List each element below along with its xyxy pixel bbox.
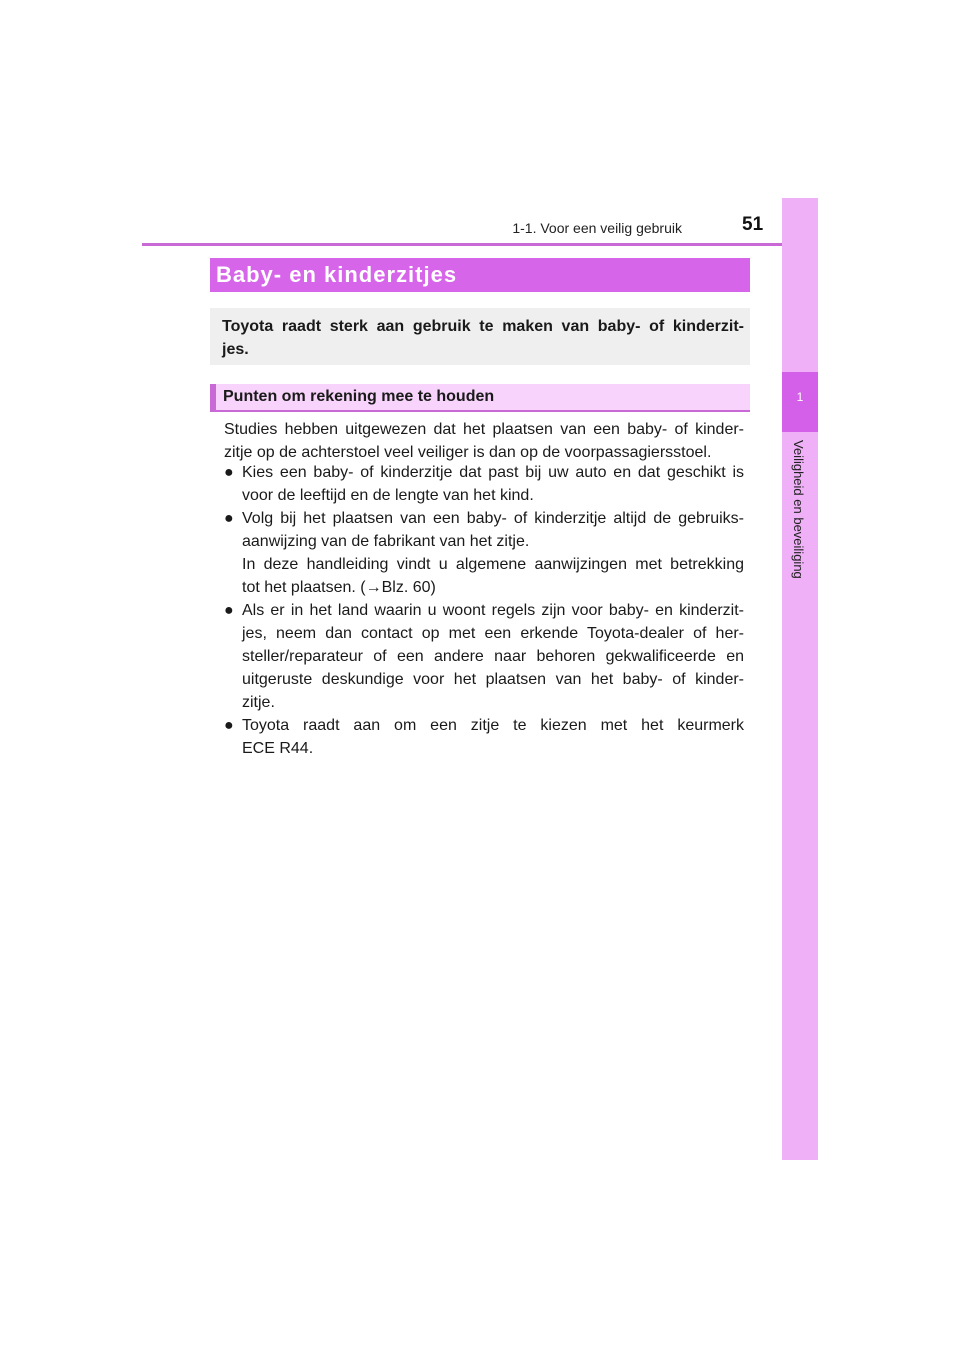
bullet-line: steller/reparateur of een andere naar behoren gekwalificeerde en <box>242 648 744 665</box>
section-title: Baby- en kinderzitjes <box>216 262 458 287</box>
bullet-line: uitgeruste deskundige voor het plaatsen van het baby- of kinder- <box>242 671 744 688</box>
bullet-line: voor de leeftijd en de lengte van het kind. <box>242 487 534 504</box>
list-item <box>224 507 744 599</box>
header-section-title: 1-1. Voor een veilig gebruik <box>512 220 682 236</box>
chapter-number: 1 <box>796 390 804 404</box>
bullet-line: ECE R44. <box>242 740 314 757</box>
intro-line: Toyota raadt sterk aan gebruik te maken van baby- of kinderzit- <box>222 318 744 335</box>
header-rule <box>142 243 818 246</box>
bullet-line: Toyota raadt aan om een zitje te kiezen met het keurmerk <box>242 717 744 734</box>
list-item <box>224 461 744 507</box>
paragraph-line: zitje op de achterstoel veel veiliger is dan op de voorpassagiersstoel. <box>224 444 712 461</box>
bullet-line: tot het plaatsen. (→Blz. 60) <box>242 579 436 596</box>
intro-line: jes. <box>222 341 249 358</box>
intro-box <box>210 308 750 365</box>
subheading-bar <box>210 384 750 412</box>
bullet-line: zitje. <box>242 694 275 711</box>
bullet-line: In deze handleiding vindt u algemene aanwijzingen met betrekking <box>242 556 744 573</box>
bullet-icon: ● <box>224 464 234 481</box>
body-paragraph <box>224 418 744 464</box>
list-item <box>224 714 744 760</box>
bullet-line: aanwijzing van de fabrikant van het zitje. <box>242 533 530 550</box>
subheading-accent <box>210 384 216 412</box>
bullet-line: jes, neem dan contact op met een erkende Toyota-dealer of her- <box>242 625 744 642</box>
intro-text <box>222 315 744 361</box>
bullet-list <box>224 461 744 760</box>
bullet-line: Kies een baby- of kinderzitje dat past bij uw auto en dat geschikt is <box>242 464 744 481</box>
paragraph-line: Studies hebben uitgewezen dat het plaatsen van een baby- of kinder- <box>224 421 744 438</box>
bullet-line: Als er in het land waarin u woont regels zijn voor baby- en kinderzit- <box>242 602 744 619</box>
list-item <box>224 599 744 714</box>
subheading: Punten om rekening mee te houden <box>223 388 495 405</box>
bullet-icon: ● <box>224 510 234 527</box>
section-title-bar <box>210 258 750 292</box>
bullet-icon: ● <box>224 602 234 619</box>
bullet-icon: ● <box>224 717 234 734</box>
page-number: 51 <box>742 214 764 235</box>
bullet-line: Volg bij het plaatsen van een baby- of kinderzitje altijd de gebruiks- <box>242 510 744 527</box>
chapter-label: Veiligheid en beveiliging <box>791 440 806 579</box>
chapter-side-tab <box>782 198 818 1160</box>
